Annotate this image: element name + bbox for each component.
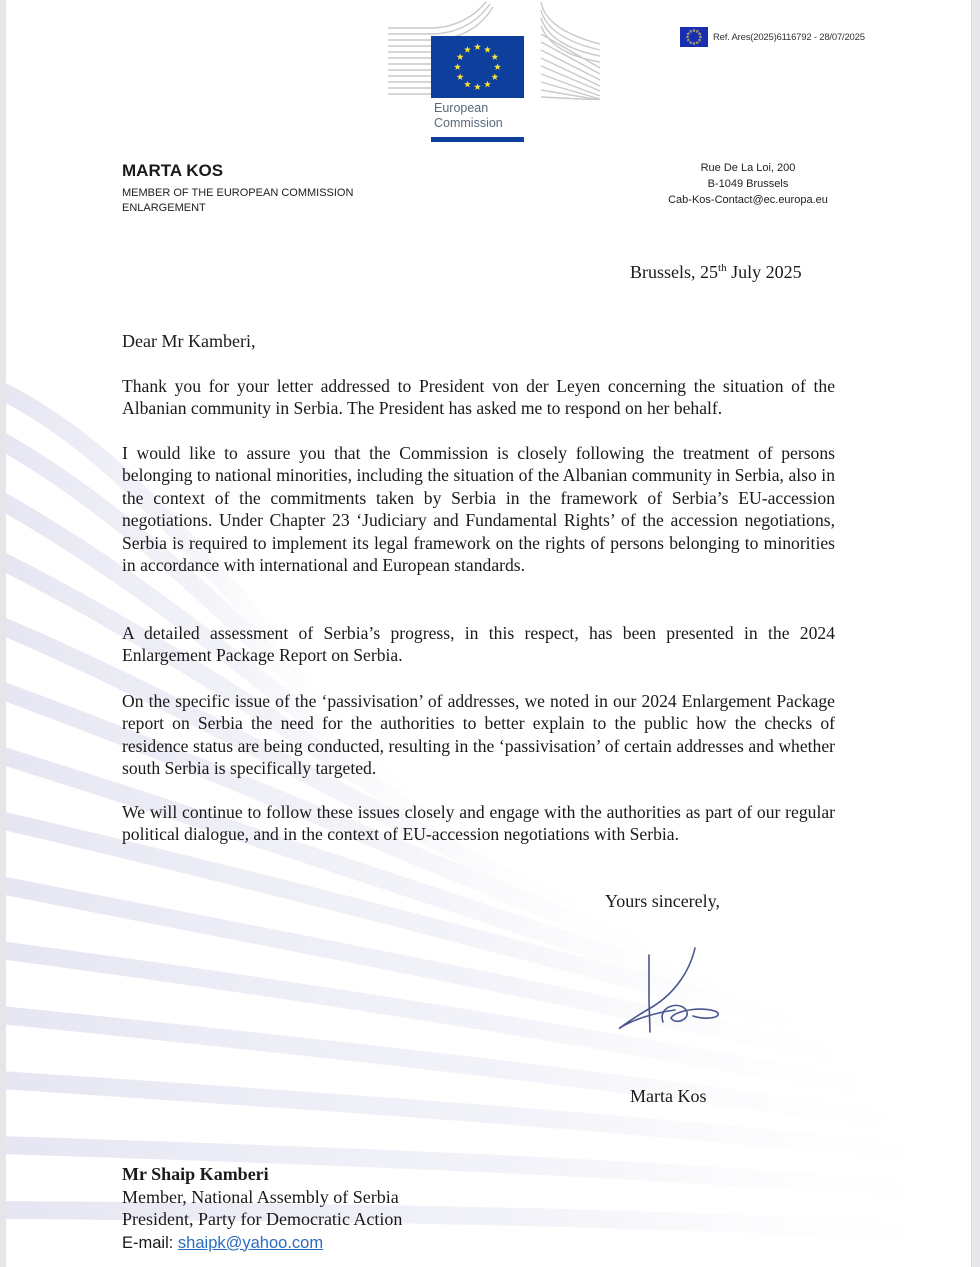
- eu-star-icon: [464, 46, 471, 53]
- page-edge-right: [971, 0, 980, 1267]
- address-city: B-1049 Brussels: [707, 178, 789, 190]
- address-street: Rue De La Loi, 200: [700, 162, 796, 174]
- date-rest: July 2025: [726, 262, 802, 282]
- header-logo: [0, 0, 980, 150]
- eu-flag-icon: [431, 36, 524, 98]
- sender-role-line1: MEMBER OF THE EUROPEAN COMMISSION: [122, 187, 354, 199]
- logo-line-european: European: [434, 101, 489, 115]
- logo-underline-bar: [431, 137, 524, 142]
- eu-star-icon: [484, 46, 491, 53]
- sender-address: [640, 160, 856, 208]
- letter-date: [630, 262, 802, 283]
- logo-text: [434, 101, 503, 131]
- body-paragraph: On the specific issue of the ‘passivisation’ of addresses, we noted in our 2024 Enlargement Package report on Serbia the need for the authorities to better explain to the public how the checks of residence status are being conducted, resulting in the ‘passivisation’ of certain addresses and whether south Serbia is specifically targeted.: [122, 691, 835, 779]
- recipient-email-row: [122, 1231, 402, 1255]
- eu-star-icon: [474, 43, 481, 50]
- email-label: E-mail:: [122, 1233, 178, 1252]
- eu-star-icon: [484, 81, 491, 88]
- sender-role: [122, 186, 353, 216]
- sender-name: MARTA KOS: [122, 161, 224, 180]
- logo-line-commission: Commission: [434, 116, 503, 130]
- date-ordinal: th: [718, 262, 727, 274]
- sender-role-line2: ENLARGEMENT: [122, 202, 206, 214]
- address-email: Cab-Kos-Contact@ec.europa.eu: [668, 194, 828, 206]
- recipient-email-link[interactable]: shaipk@yahoo.com: [177, 1233, 324, 1252]
- body-paragraph: A detailed assessment of Serbia’s progress, in this respect, has been presented in the 2024 Enlargement Package Report on Serbia.: [122, 623, 835, 666]
- signer-name: Marta Kos: [630, 1086, 707, 1106]
- date-prefix: Brussels, 25: [630, 262, 719, 282]
- recipient-line2: President, Party for Democratic Action: [122, 1209, 403, 1229]
- eu-star-icon: [464, 81, 471, 88]
- reference-number: Ref. Ares(2025)6116792 - 28/07/2025: [713, 32, 865, 43]
- salutation: Dear Mr Kamberi,: [122, 331, 256, 351]
- body-paragraph: I would like to assure you that the Commission is closely following the treatment of persons belonging to national minorities, including the situation of the Albanian community in Serbia, also in the context of the commitments taken by Serbia in the framework of Serbia’s EU-accession negotiations. Under Chapter 23 ‘Judiciary and Fundamental Rights’ of the accession negotiations, Serbia is required to implement its legal framework on the rights of persons belonging to minorities in accordance with international and European standards.: [122, 443, 835, 576]
- recipient-name: Mr Shaip Kamberi: [122, 1164, 269, 1184]
- eu-star-icon: [491, 73, 498, 80]
- eu-star-icon: [454, 63, 461, 70]
- recipient-line1: Member, National Assembly of Serbia: [122, 1186, 399, 1207]
- page-edge-left: [0, 0, 6, 1267]
- handwritten-signature-icon: [605, 940, 735, 1040]
- body-paragraph: We will continue to follow these issues closely and engage with the authorities as part of our regular political dialogue, and in the context of EU-accession negotiations with Serbia.: [122, 802, 835, 845]
- eu-star-icon: [474, 83, 481, 90]
- body-paragraph: Thank you for your letter addressed to President von der Leyen concerning the situation of the Albanian community in Serbia. The President has asked me to respond on her behalf.: [122, 376, 835, 419]
- recipient-block: [122, 1163, 402, 1254]
- eu-star-icon: [494, 63, 501, 70]
- eu-star-icon: [457, 73, 464, 80]
- eu-star-icon: [491, 53, 498, 60]
- eu-star-icon: [457, 53, 464, 60]
- closing: Yours sincerely,: [605, 891, 720, 911]
